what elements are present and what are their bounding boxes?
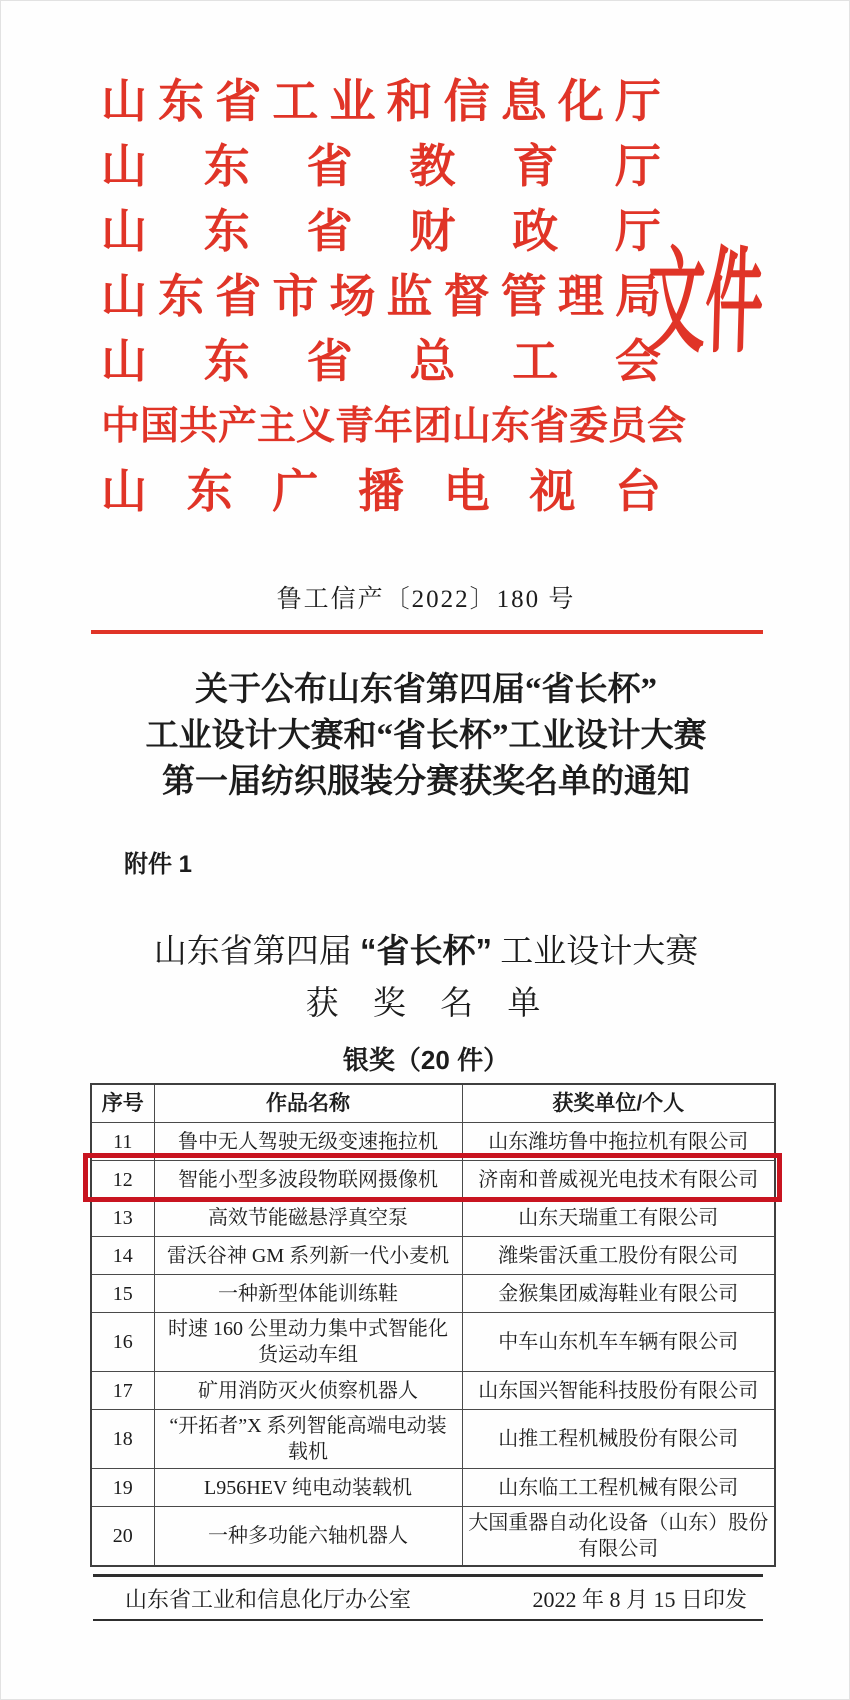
row-number: 20 [91, 1507, 154, 1567]
footer-print-date: 2022 年 8 月 15 日印发 [532, 1586, 747, 1612]
table-row [91, 1313, 775, 1372]
agency-name: 山东省财政厅 [101, 206, 661, 257]
table-row [91, 1199, 775, 1237]
work-name: “开拓者”X 系列智能高端电动装载机 [154, 1410, 462, 1469]
agency-name: 中国共产主义青年团山东省委员会 [101, 405, 687, 448]
winner-name: 山东国兴智能科技股份有限公司 [462, 1372, 775, 1410]
work-name: 一种多功能六轴机器人 [154, 1507, 462, 1567]
winner-name: 潍柴雷沃重工股份有限公司 [462, 1237, 775, 1275]
row-number: 13 [91, 1199, 154, 1237]
doc-number: 鲁工信产〔2022〕180 号 [276, 586, 576, 613]
footer [93, 1574, 763, 1621]
table-row [91, 1507, 775, 1567]
award-list-title-emphasis: “省长杯” [360, 932, 492, 969]
table-row [91, 1237, 775, 1275]
work-name: 矿用消防灭火侦察机器人 [154, 1372, 462, 1410]
award-level-heading: 银奖（20 件） [342, 1045, 510, 1075]
winner-name: 济南和普威视光电技术有限公司 [462, 1161, 775, 1199]
row-number: 19 [91, 1469, 154, 1507]
award-list-title-prefix: 山东省第四届 [153, 934, 352, 970]
work-name: 智能小型多波段物联网摄像机 [154, 1161, 462, 1199]
notice-title [1, 667, 850, 805]
footer-issuer: 山东省工业和信息化厅办公室 [125, 1586, 412, 1612]
table-row-highlighted [91, 1161, 775, 1199]
agency-name: 山东省总工会 [101, 336, 661, 387]
col-header-work: 作品名称 [154, 1084, 462, 1123]
work-name: 一种新型体能训练鞋 [154, 1275, 462, 1313]
winner-name: 中车山东机车车辆有限公司 [462, 1313, 775, 1372]
col-header-winner: 获奖单位/个人 [462, 1084, 775, 1123]
winner-name: 山东临工工程机械有限公司 [462, 1469, 775, 1507]
table-row [91, 1410, 775, 1469]
notice-title-line: 第一届纺织服装分赛获奖名单的通知 [162, 764, 690, 800]
agency-name: 山东省工业和信息化厅 [101, 76, 661, 127]
row-number: 14 [91, 1237, 154, 1275]
red-letterhead [101, 69, 687, 524]
table-row [91, 1123, 775, 1161]
winner-name: 大国重器自动化设备（山东）股份有限公司 [462, 1507, 775, 1567]
row-number: 15 [91, 1275, 154, 1313]
agency-name: 山东省教育厅 [101, 141, 661, 192]
notice-title-line: 关于公布山东省第四届“省长杯” [195, 672, 657, 708]
awards-table-wrapper [90, 1083, 774, 1567]
work-name: 时速 160 公里动力集中式智能化货运动车组 [154, 1313, 462, 1372]
table-row [91, 1469, 775, 1507]
table-row [91, 1372, 775, 1410]
row-number: 17 [91, 1372, 154, 1410]
attachment-label: 附件 1 [124, 851, 193, 878]
red-divider-line [91, 630, 763, 634]
winner-name: 山东天瑞重工有限公司 [462, 1199, 775, 1237]
work-name: 鲁中无人驾驶无级变速拖拉机 [154, 1123, 462, 1161]
work-name: 雷沃谷神 GM 系列新一代小麦机 [154, 1237, 462, 1275]
award-list-subtitle: 获 奖 名 单 [305, 986, 547, 1022]
doc-type-label: 文件 [645, 240, 765, 368]
row-number: 16 [91, 1313, 154, 1372]
award-list-title-suffix: 工业设计大赛 [500, 934, 699, 970]
row-number: 18 [91, 1410, 154, 1469]
table-header-row [91, 1084, 775, 1123]
table-row [91, 1275, 775, 1313]
work-name: 高效节能磁悬浮真空泵 [154, 1199, 462, 1237]
row-number: 12 [91, 1161, 154, 1199]
footer-row [93, 1577, 763, 1619]
awards-table [90, 1083, 776, 1567]
winner-name: 山东潍坊鲁中拖拉机有限公司 [462, 1123, 775, 1161]
notice-title-line: 工业设计大赛和“省长杯”工业设计大赛 [145, 718, 707, 754]
footer-bottom-rule [93, 1619, 763, 1621]
agency-name: 山东省市场监督管理局 [101, 271, 661, 322]
col-header-no: 序号 [91, 1084, 154, 1123]
winner-name: 金猴集团威海鞋业有限公司 [462, 1275, 775, 1313]
agency-name: 山东广播电视台 [101, 466, 661, 517]
row-number: 11 [91, 1123, 154, 1161]
work-name: L956HEV 纯电动装载机 [154, 1469, 462, 1507]
winner-name: 山推工程机械股份有限公司 [462, 1410, 775, 1469]
award-list-title [1, 925, 850, 972]
